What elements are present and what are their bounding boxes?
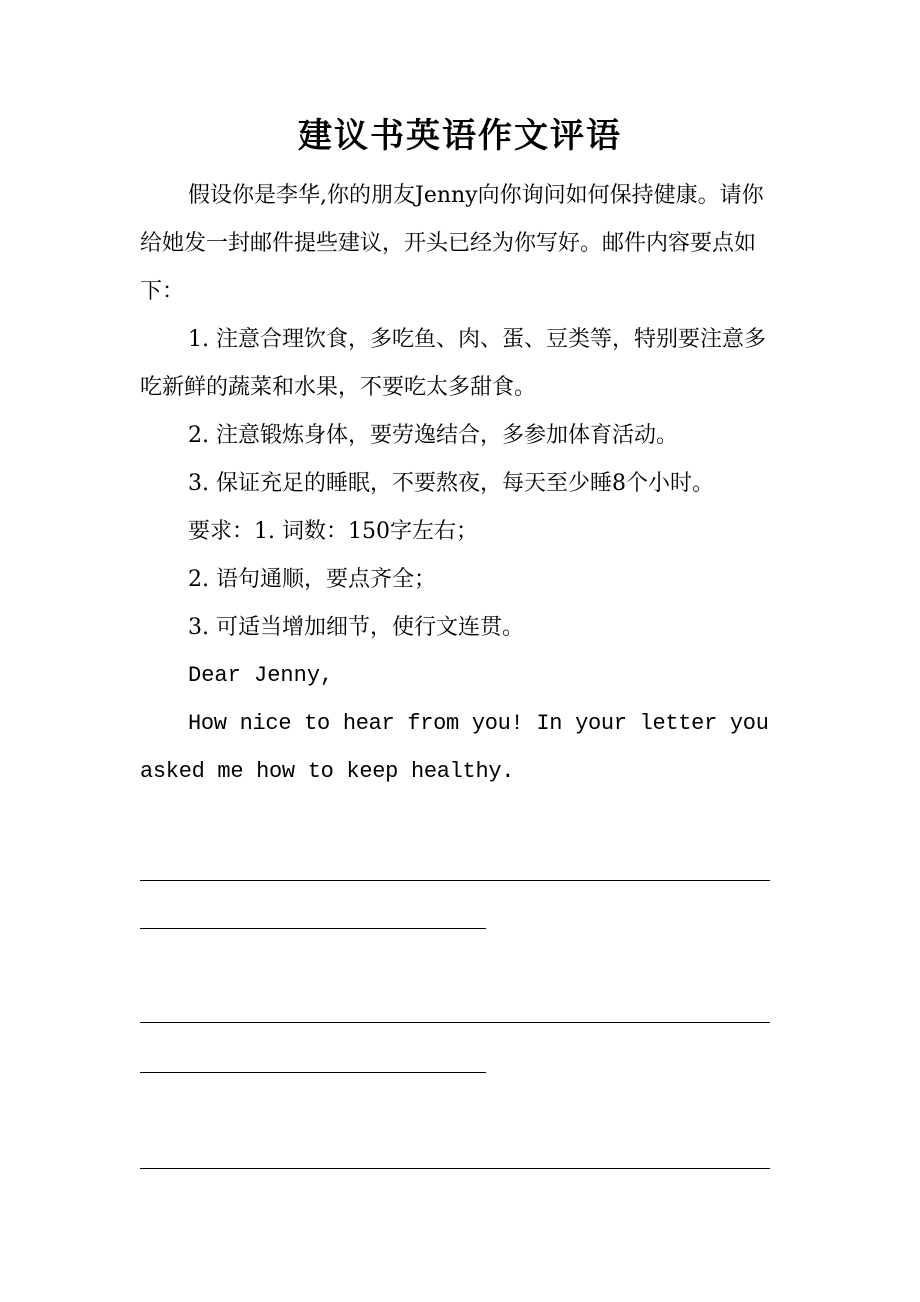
salutation: Dear Jenny, [188, 663, 334, 688]
answer-line [140, 1168, 770, 1169]
prompt-paragraph: 假设你是李华,你的朋友Jenny向你询问如何保持健康。请你给她发一封邮件提些建议，开头已经为你写好。邮件内容要点如下： [140, 183, 764, 304]
letter-opening: How nice to hear from you! In your letter you asked me how to keep healthy. [140, 711, 769, 784]
answer-line [140, 1072, 486, 1073]
requirement-2: 2. 语句通顺，要点齐全； [188, 567, 436, 592]
point-1: 1. 注意合理饮食，多吃鱼、肉、蛋、豆类等，特别要注意多吃新鲜的蔬菜和水果，不要吃太多甜食。 [140, 327, 766, 400]
answer-line [140, 880, 770, 881]
document-title: 建议书英语作文评语 [298, 116, 622, 156]
requirement-3: 3. 可适当增加细节，使行文连贯。 [188, 615, 524, 640]
point-2: 2. 注意锻炼身体，要劳逸结合，多参加体育活动。 [188, 423, 678, 448]
requirement-1: 要求：1. 词数：150字左右； [188, 519, 478, 544]
answer-line [140, 928, 486, 929]
point-3: 3. 保证充足的睡眠，不要熬夜，每天至少睡8个小时。 [188, 471, 714, 496]
answer-line [140, 1022, 770, 1023]
